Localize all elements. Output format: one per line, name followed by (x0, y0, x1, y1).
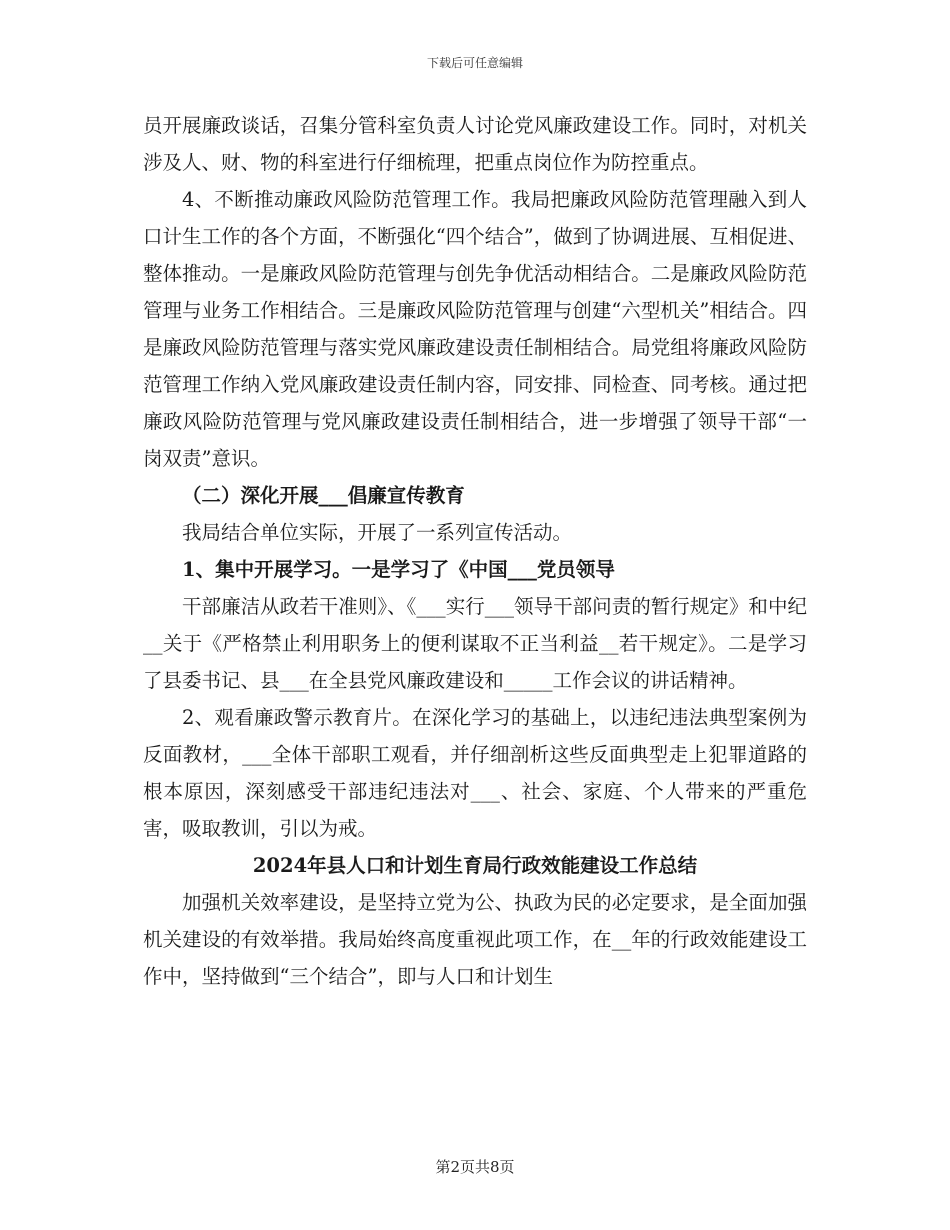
paragraph-continued: 员开展廉政谈话，召集分管科室负责人讨论党风廉政建设工作。同时，对机关涉及人、财、物的科室进行仔细梳理，把重点岗位作为防控重点。 (143, 114, 807, 174)
page-header: 下载后可任意编辑 (426, 56, 523, 70)
paragraph-item-4: 4、不断推动廉政风险防范管理工作。我局把廉政风险防范管理融入到人口计生工作的各个方面，不断强化“四个结合”，做到了协调进展、互相促进、整体推动。一是廉政风险防范管理与创先争优活动相结合。二是廉政风险防范管理与业务工作相结合。三是廉政风险防范管理与创建“六型机关”相结合。四是廉政风险防范管理与落实党风廉政建设责任制相结合。局党组将廉政风险防范管理工作纳入党风廉政建设责任制内容，同安排、同检查、同考核。通过把廉政风险防范管理与党风廉政建设责任制相结合，进一步增强了领导干部“一岗双责”意识。 (143, 188, 807, 470)
paragraph-item-1-body: 干部廉洁从政若干准则》、《___实行___领导干部问责的暂行规定》和中纪__关于《严格禁止利用职务上的便利谋取不正当利益__若干规定》。二是学习了县委书记、县___在全县党风廉政建设和_____工作会议的讲话精神。 (143, 595, 807, 692)
page-footer: 第2页共8页 (435, 1158, 515, 1176)
paragraph-intro: 我局结合单位实际，开展了一系列宣传活动。 (182, 521, 573, 544)
section-heading-2: （二）深化开展___倡廉宣传教育 (182, 484, 465, 507)
paragraph-item-1-heading: 1、集中开展学习。一是学习了《中国___党员领导 (182, 558, 615, 581)
paragraph-title-body: 加强机关效率建设，是坚持立党为公、执政为民的必定要求，是全面加强机关建设的有效举措。我局始终高度重视此项工作，在__年的行政效能建设工作中，坚持做到“三个结合”，即与人口和计划生 (143, 891, 807, 988)
document-title: 2024年县人口和计划生育局行政效能建设工作总结 (252, 854, 698, 877)
paragraph-item-2: 2、观看廉政警示教育片。在深化学习的基础上，以违纪违法典型案例为反面教材，___全体干部职工观看，并仔细剖析这些反面典型走上犯罪道路的根本原因，深刻感受干部违纪违法对___、社会、家庭、个人带来的严重危害，吸取教训，引以为戒。 (143, 706, 807, 840)
document-body (143, 107, 807, 995)
